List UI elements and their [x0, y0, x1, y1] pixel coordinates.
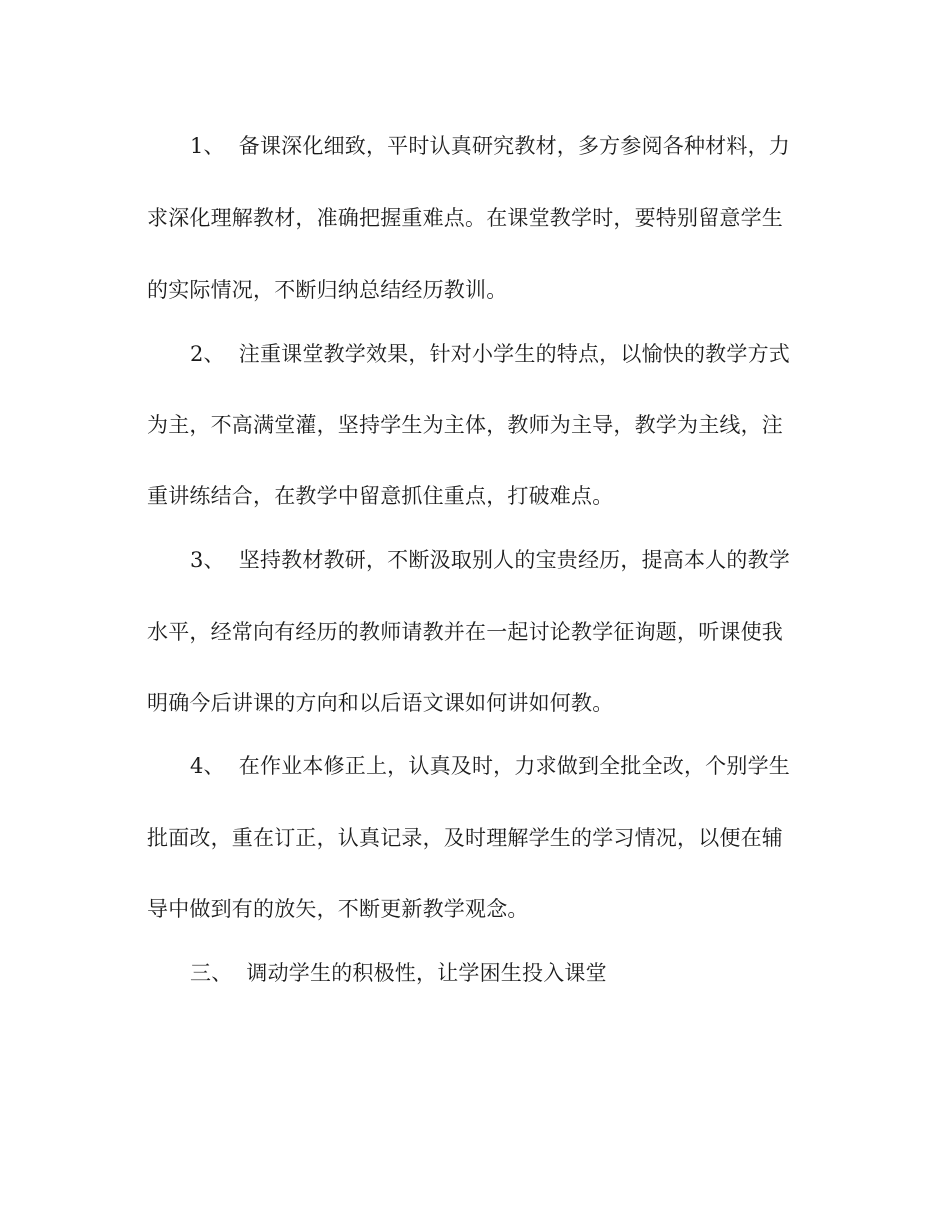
- paragraph-4-line-3: 导中做到有的放矢，不断更新教学观念。: [147, 897, 529, 921]
- paragraph-4-number: 4、: [190, 754, 225, 778]
- section-heading: [190, 958, 850, 988]
- paragraph-2-line-1: [190, 339, 850, 369]
- section-number: 三、: [190, 961, 233, 985]
- paragraph-3-line-3: 明确今后讲课的方向和以后语文课如何讲如何教。: [147, 691, 614, 715]
- paragraph-3-text: 坚持教材教研，不断汲取别人的宝贵经历，提高本人的教学: [238, 548, 790, 572]
- paragraph-4-text: 在作业本修正上，认真及时，力求做到全批全改，个别学生: [238, 754, 790, 778]
- paragraph-2-number: 2、: [190, 342, 225, 366]
- paragraph-4-line-2: 批面改，重在订正，认真记录，及时理解学生的学习情况，以便在辅: [147, 826, 783, 850]
- paragraph-3-line-2: 水平，经常向有经历的教师请教并在一起讨论教学征询题，听课使我: [147, 620, 783, 644]
- paragraph-2-line-2: 为主，不高满堂灌，坚持学生为主体，教师为主导，教学为主线，注: [147, 413, 783, 437]
- paragraph-2-text: 注重课堂教学效果，针对小学生的特点，以愉快的教学方式: [238, 342, 790, 366]
- paragraph-2-line-3: 重讲练结合，在教学中留意抓住重点，打破难点。: [147, 484, 614, 508]
- paragraph-1-line-3: 的实际情况，不断归纳总结经历教训。: [147, 278, 508, 302]
- paragraph-1-text: 备课深化细致，平时认真研究教材，多方参阅各种材料，力: [238, 134, 790, 158]
- paragraph-1-number: 1、: [190, 134, 225, 158]
- paragraph-4-line-1: [190, 751, 850, 781]
- paragraph-1-line-2: 求深化理解教材，准确把握重难点。在课堂教学时，要特别留意学生: [147, 206, 783, 230]
- paragraph-1-line-1: [190, 131, 850, 161]
- section-title: 调动学生的积极性，让学困生投入课堂: [246, 961, 607, 985]
- paragraph-3-number: 3、: [190, 548, 225, 572]
- paragraph-3-line-1: [190, 545, 850, 575]
